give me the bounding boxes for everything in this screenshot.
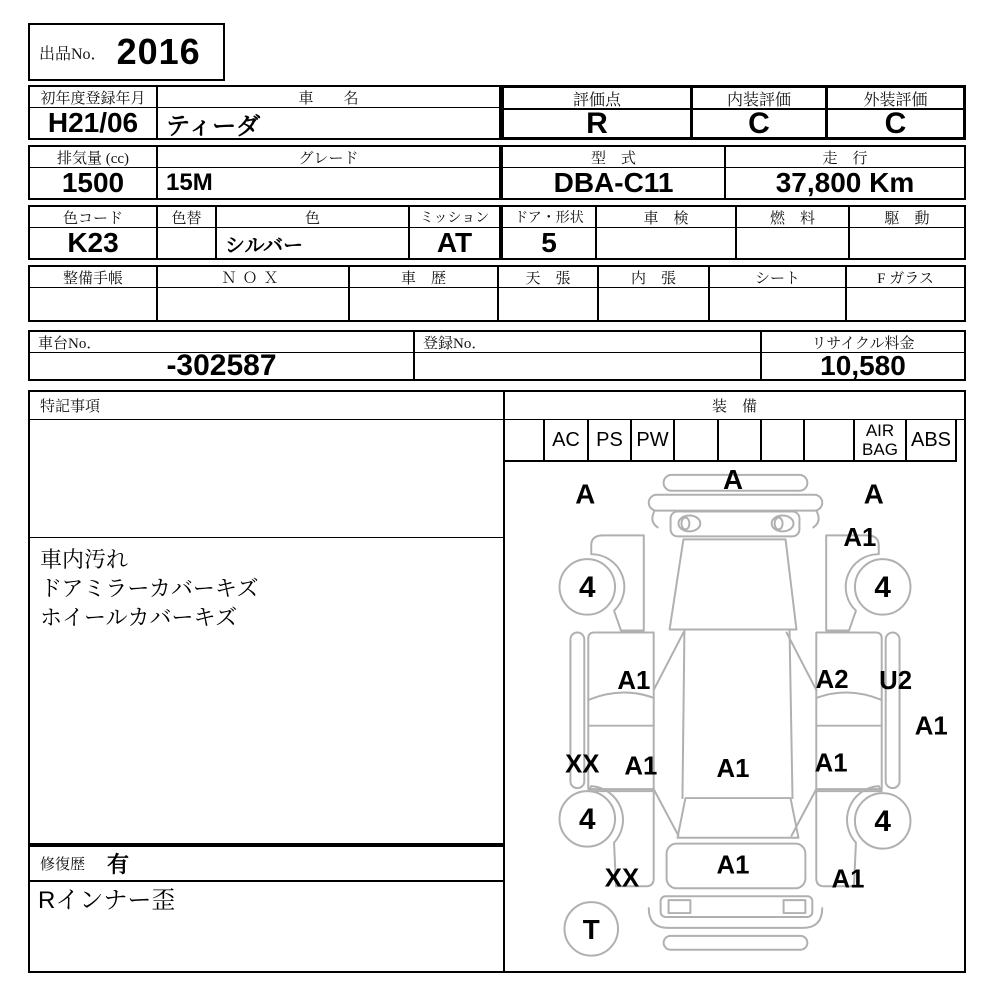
repair-history-label: 修復歴 bbox=[40, 857, 86, 873]
row-color bbox=[28, 205, 501, 260]
special-notes-box bbox=[28, 390, 503, 845]
model-label: 型 式 bbox=[503, 147, 724, 168]
field-score bbox=[504, 88, 693, 137]
field-registration-no bbox=[415, 332, 762, 379]
field-transmission bbox=[410, 207, 499, 258]
field-door-trim bbox=[599, 267, 710, 320]
displacement-value: 1500 bbox=[61, 168, 125, 198]
repair-history-detail: Rインナー歪 bbox=[38, 887, 176, 914]
recycle-fee-value: 10,580 bbox=[820, 353, 906, 379]
row-chassis bbox=[28, 330, 966, 381]
service-book-label: 整備手帳 bbox=[30, 267, 156, 288]
interior-value: C bbox=[748, 110, 770, 137]
field-fuel bbox=[737, 207, 850, 258]
car-history-value bbox=[350, 288, 497, 320]
special-notes-empty-area bbox=[30, 420, 503, 538]
equipment-row-filler bbox=[957, 420, 964, 462]
damage-marker-t: T bbox=[582, 913, 600, 945]
damage-marker-4: 4 bbox=[874, 804, 891, 838]
equipment-cell bbox=[505, 420, 545, 462]
field-recycle-fee bbox=[762, 332, 964, 379]
displacement-label: 排気量 (cc) bbox=[30, 147, 156, 168]
drive-value bbox=[850, 228, 964, 258]
color-label: 色 bbox=[217, 207, 408, 228]
field-first-reg bbox=[30, 87, 158, 138]
auction-no-label: 出品No． bbox=[39, 45, 107, 63]
chassis-no-label: 車台No． bbox=[30, 332, 413, 353]
inspection-value bbox=[597, 228, 735, 258]
headliner-value bbox=[499, 288, 597, 320]
door-trim-value bbox=[599, 288, 708, 320]
field-doors bbox=[503, 207, 597, 258]
equipment-diagram-box bbox=[503, 390, 966, 973]
exterior-value: C bbox=[884, 110, 907, 137]
repair-history-box bbox=[28, 845, 503, 973]
damage-diagram bbox=[505, 462, 964, 972]
first-reg-value: H21/06 bbox=[47, 108, 139, 138]
repair-history-flag: 有 bbox=[107, 852, 130, 877]
row-evaluation bbox=[501, 85, 966, 140]
doors-value: 5 bbox=[541, 228, 557, 258]
mileage-label: 走 行 bbox=[726, 147, 964, 168]
note-line: ドアミラーカバーキズ bbox=[40, 576, 259, 601]
headliner-label: 天 張 bbox=[499, 267, 597, 288]
field-model bbox=[503, 147, 726, 198]
model-value: DBA-C11 bbox=[553, 168, 674, 198]
fuel-value bbox=[737, 228, 848, 258]
recycle-fee-label: リサイクル料金 bbox=[762, 332, 964, 353]
row-body bbox=[501, 205, 966, 260]
seat-value bbox=[710, 288, 845, 320]
damage-marker-a2: A2 bbox=[815, 666, 849, 695]
special-notes-label: 特記事項 bbox=[30, 392, 503, 420]
grade-label: グレード bbox=[158, 147, 499, 168]
chassis-no-value: -302587 bbox=[166, 353, 277, 379]
row-condition bbox=[28, 265, 966, 322]
equipment-row bbox=[505, 420, 964, 462]
field-exterior bbox=[828, 88, 963, 137]
inspection-label: 車 検 bbox=[597, 207, 735, 228]
service-book-value bbox=[30, 288, 156, 320]
note-line: ホイールカバーキズ bbox=[40, 605, 238, 630]
row-model-mileage bbox=[501, 145, 966, 200]
field-grade bbox=[158, 147, 499, 198]
equipment-cell bbox=[719, 420, 762, 462]
special-notes-body bbox=[30, 538, 503, 843]
equipment-cell-airbag: AIR BAG bbox=[855, 420, 907, 462]
car-name-label: 車 名 bbox=[158, 87, 499, 108]
field-car-name bbox=[158, 87, 499, 138]
nox-label: ＮＯＸ bbox=[158, 267, 348, 288]
damage-marker-4: 4 bbox=[579, 802, 596, 836]
equipment-cell-pw: PW bbox=[632, 420, 675, 462]
transmission-label: ミッション bbox=[410, 207, 499, 228]
repair-history-header bbox=[30, 847, 503, 882]
equipment-cell-ac: AC bbox=[545, 420, 589, 462]
mileage-value: 37,800 Km bbox=[775, 168, 915, 198]
damage-marker-a1: A1 bbox=[617, 667, 651, 696]
field-drive bbox=[850, 207, 964, 258]
color-value: シルバー bbox=[225, 234, 304, 257]
field-nox bbox=[158, 267, 350, 320]
auction-no-value: 2016 bbox=[116, 31, 201, 72]
nox-value bbox=[158, 288, 348, 320]
registration-no-label: 登録No． bbox=[415, 332, 760, 353]
damage-marker-a1: A1 bbox=[716, 851, 750, 880]
equipment-cell-ps: PS bbox=[589, 420, 632, 462]
equipment-cell bbox=[805, 420, 855, 462]
color-change-value bbox=[158, 228, 215, 258]
field-chassis-no bbox=[30, 332, 415, 379]
field-seat bbox=[710, 267, 847, 320]
equipment-cell bbox=[762, 420, 805, 462]
registration-no-value bbox=[415, 353, 760, 379]
damage-marker-a: A bbox=[863, 478, 884, 510]
damage-marker-a1: A1 bbox=[843, 524, 877, 553]
equipment-cell bbox=[675, 420, 719, 462]
damage-marker-xx: XX bbox=[565, 750, 600, 779]
field-mileage bbox=[726, 147, 964, 198]
seat-label: シート bbox=[710, 267, 845, 288]
damage-marker-a: A bbox=[722, 463, 744, 495]
grade-value: 15M bbox=[166, 169, 213, 196]
damage-marker-u2: U2 bbox=[879, 667, 913, 696]
damage-marker-a: A bbox=[575, 478, 596, 510]
equipment-title: 装 備 bbox=[505, 392, 964, 420]
car-name-value: ティーダ bbox=[166, 112, 261, 138]
color-code-label: 色コード bbox=[30, 207, 156, 228]
score-label: 評価点 bbox=[504, 88, 690, 110]
field-displacement bbox=[30, 147, 158, 198]
car-outline-svg bbox=[505, 462, 964, 972]
field-car-history bbox=[350, 267, 499, 320]
exterior-label: 外装評価 bbox=[828, 88, 963, 110]
damage-marker-a1: A1 bbox=[716, 755, 750, 784]
note-line: 車内汚れ bbox=[40, 547, 129, 572]
drive-label: 駆 動 bbox=[850, 207, 964, 228]
row-engine bbox=[28, 145, 501, 200]
field-color-change bbox=[158, 207, 217, 258]
damage-marker-4: 4 bbox=[579, 570, 596, 604]
interior-label: 内装評価 bbox=[693, 88, 825, 110]
score-value: R bbox=[586, 110, 608, 137]
field-headliner bbox=[499, 267, 599, 320]
damage-marker-4: 4 bbox=[874, 570, 891, 604]
doors-label: ドア・形状 bbox=[503, 207, 595, 228]
damage-marker-a1: A1 bbox=[624, 752, 658, 781]
damage-marker-a1: A1 bbox=[814, 749, 848, 778]
field-interior bbox=[693, 88, 828, 137]
damage-marker-xx: XX bbox=[604, 864, 640, 893]
color-change-label: 色替 bbox=[158, 207, 215, 228]
fuel-label: 燃 料 bbox=[737, 207, 848, 228]
damage-marker-a1: A1 bbox=[914, 712, 948, 741]
transmission-value: AT bbox=[436, 228, 473, 258]
field-front-glass bbox=[847, 267, 964, 320]
front-glass-label: F ガラス bbox=[847, 267, 964, 288]
front-glass-value bbox=[847, 288, 964, 320]
damage-marker-a1: A1 bbox=[831, 865, 865, 894]
field-inspection bbox=[597, 207, 737, 258]
field-color-code bbox=[30, 207, 158, 258]
auction-no-box bbox=[28, 23, 225, 81]
row-registration bbox=[28, 85, 501, 140]
field-color bbox=[217, 207, 410, 258]
car-history-label: 車 歴 bbox=[350, 267, 497, 288]
equipment-cell-abs: ABS bbox=[907, 420, 957, 462]
color-code-value: K23 bbox=[67, 228, 119, 258]
first-reg-label: 初年度登録年月 bbox=[30, 87, 156, 108]
door-trim-label: 内 張 bbox=[599, 267, 708, 288]
field-service-book bbox=[30, 267, 158, 320]
